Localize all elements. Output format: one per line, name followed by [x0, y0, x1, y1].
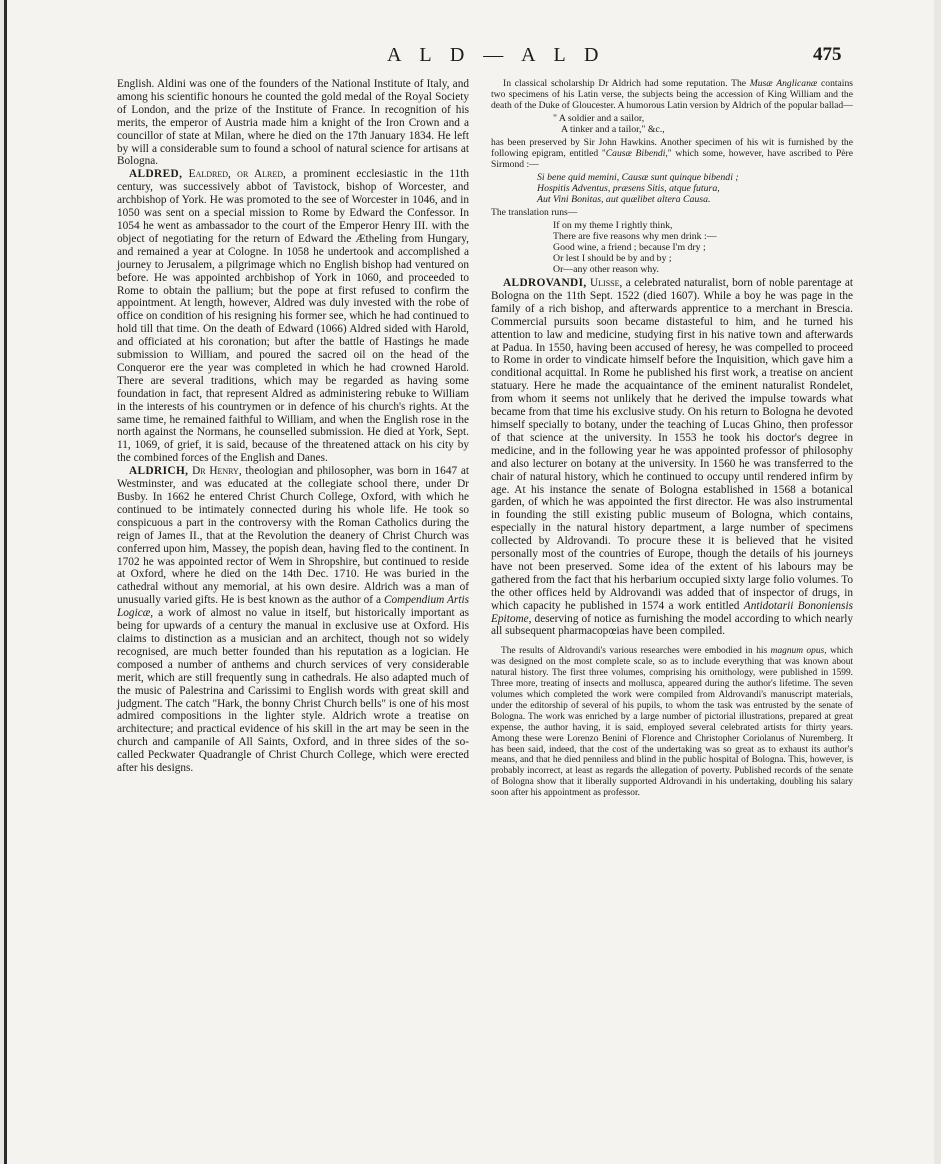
- latin-epigram: [537, 172, 853, 205]
- trans-line-1: If on my theme I rightly think,: [553, 220, 673, 231]
- trans-line-2: There are five reasons why men drink :—: [553, 231, 717, 242]
- entry-aldred: [117, 168, 469, 465]
- body-aldred: a prominent ecclesiastic in the 11th century, was successively abbot of Tavistock, bishop of Worcester, and archbishop of York. He was promoted to the see of Worcester in 1046, and in 1050 was sent on a special mission to Rome by Edward the Confessor. In 1054 he went as ambassador to the court of the Emperor Henry III. with the object of negotiating for the return of Edward the Ætheling from Hungary, and remained a year at Cologne. In 1058 he undertook and accomplished a journey to Jerusalem, a pilgrimage which no English bishop had ventured on before. He was appointed archbishop of York in 1060, and proceeded to Rome to obtain the pallium; but the pope at first refused to confirm the appointment. At length, however, Aldred was duly invested with the robe of office on condition of his resigning his former see, which he had continued to hold till that time. On the death of Edward (1066) Aldred sided with Harold, and officiated at his coronation; but after the battle of Hastings he made submission to William, and poured the sacred oil on the head of the Conqueror ere the year was completed in which he had crowned Harold. There are several traditions, which may be regarded as having some foundation in fact, that represent Aldred as administering rebuke to William in the interests of his countrymen or in defence of his church's rights. At the same time, he remained faithful to William, and when the English rose in the north against the Normans, he counselled submission. He died at York, Sept. 11, 1069, of grief, it is said, because of the threatened attack on his city by the combined forces of the English and Danes.: [117, 168, 470, 465]
- entry-aldrich: [117, 465, 469, 775]
- title-antidotarii: Antidotarii Bononiensis Epitome,: [491, 599, 853, 625]
- ballad-quote: [553, 113, 853, 135]
- page-number: 475: [813, 44, 842, 65]
- epigram-intro-1: has been preserved by Sir John Hawkins. Another specimen of his wit is furnished by the following epigram, entitled ": [491, 137, 853, 159]
- latin-line-3: Aut Vini Bonitas, aut quælibet altera Causa.: [537, 194, 711, 205]
- epigram-intro: [491, 137, 853, 170]
- translation-verse: [553, 220, 853, 275]
- headword-aldrovandi: ALDROVANDI,: [503, 277, 587, 289]
- body-aldrovandi-2: deserving of notice as furnishing the model according to which nearly all subsequent pharmacopœias have been compiled.: [491, 612, 853, 638]
- entry-aldrovandi: [491, 277, 853, 638]
- scholarship-text-1: In classical scholarship Dr Aldrich had some reputation. The: [503, 78, 747, 89]
- trans-line-5: Or—any other reason why.: [553, 264, 660, 275]
- right-column: [491, 78, 853, 799]
- alias-aldrich: Dr Henry,: [192, 465, 242, 478]
- headword-aldred: ALDRED,: [129, 168, 183, 181]
- trans-line-3: Good wine, a friend ; because I'm dry ;: [553, 242, 706, 253]
- aldrich-scholarship: [491, 78, 853, 111]
- headword-aldrich: ALDRICH,: [129, 465, 189, 478]
- aldrovandi-note: [491, 646, 853, 799]
- trans-line-4: Or lest I should be by and by ;: [553, 253, 672, 264]
- alias-aldrovandi: Ulisse,: [589, 277, 623, 289]
- ballad-line-2: A tinker and a tailor," &c.,: [561, 124, 665, 135]
- latin-line-2: Hospitis Adventus, præsens Sitis, atque futura,: [537, 183, 720, 194]
- title-musae: Musæ Anglicanæ: [749, 78, 818, 89]
- aldini-continuation: English. Aldini was one of the founders of the National Institute of Italy, and among his scientific honours he counted the gold medal of the Royal Society of London, and the prize of the Institute of France. In recognition of his merits, the emperor of Austria made him a knight of the Iron Crown and a councillor of state at Milan, where he died on the 17th January 1834. He left by will a considerable sum to found a school of natural science for artisans at Bologna.: [117, 78, 469, 168]
- note-text-1: The results of Aldrovandi's various researches were embodied in his: [501, 646, 768, 657]
- latin-line-1: Si bene quid memini, Causæ sunt quinque bibendi ;: [537, 172, 739, 183]
- translation-intro: The translation runs—: [491, 207, 578, 218]
- body-aldrovandi-1: a celebrated naturalist, born of noble parentage at Bologna on the 11th Sept. 1522 (died 1607). While a boy he was page in the family of a rich bishop, and afterwards apprentice to a merchant in Brescia. Commercial pursuits soon became distasteful to him, and he turned his attention to law and medicine, studying first in his native town and afterwards at Padua. In 1550, having been accused of heresy, he was compelled to proceed to Rome in order to vindicate himself before the Inquisition, which gave him a conditional acquittal. In Rome he published his first work, a treatise on ancient statuary. Here he made the acquaintance of the eminent naturalist Rondelet, from whom it seems not unlikely that he derived the impulse towards what became from that time his exclusive study. On his return to Bologna he devoted himself specially to botany, under the teaching of Lucas Ghino, then professor of that science at the university. In 1553 he took his doctor's degree in medicine, and in the following year he was appointed professor of philosophy and also lecturer on botany at the university. In 1560 he was transferred to the chair of natural history, which he continued to occupy until rendered infirm by age. At his instance the senate of Bologna established in 1568 a botanical garden, of which he was appointed the first director. He was also instrumental in founding the still existing public museum of Bologna, which contains, especially in the natural history department, a large number of specimens collected by Aldrovandi. To procure these it is believed that he visited personally most of the countries of Europe, though the details of his journeys have not been preserved. Some idea of the extent of his labours may be gathered from the fact that his herbarium occupied sixty large folio volumes. To the other offices held by Aldrovandi was added that of inspector of drugs, in which capacity he published in 1574 a work entitled: [491, 277, 853, 612]
- alias-aldred: Ealdred, or Alred,: [188, 168, 286, 181]
- left-column: [117, 78, 469, 775]
- ballad-line-1: " A soldier and a sailor,: [553, 113, 645, 124]
- scholarship-text-2: contains two specimens of his Latin verse, the subjects being the accession of King William and the death of the Duke of Gloucester. A humorous Latin version by Aldrich of the popular ballad—: [491, 78, 853, 111]
- title-causae: Causæ Bibendi: [605, 148, 666, 159]
- epigram-intro-2: ," which some, however, have ascribed to Père Sirmond :—: [491, 148, 853, 170]
- title-compendium: Compendium Artis Logicæ,: [117, 594, 469, 620]
- book-page: [4, 0, 934, 1164]
- running-head: A L D — A L D: [387, 44, 606, 66]
- title-magnum-opus: magnum opus,: [770, 646, 827, 657]
- note-text-2: which was designed on the most complete scale, so as to include everything that was known about natural history. The first three volumes, comprising his ornithology, were published in 1599. Three more, treating of insects and mollusca, appeared during the author's lifetime. The seven volumes which completed the work were compiled from Aldrovandi's manuscript materials, under the editorship of several of his pupils, to whom the task was entrusted by the senate of Bologna. The work was enriched by a large number of pictorial illustrations, prepared at great expense, the author having, it is said, employed several celebrated artists for thirty years. Among these were Lorenzo Benini of Florence and Christopher Coriolanus of Nuremberg. It has been said, indeed, that the cost of the undertaking was so great as to exhaust its author's means, and that he died penniless and blind in the public hospital of Bologna. This, however, is probably incorrect, at least as regards the allegation of poverty. Published records of the senate of Bologna show that it liberally supported Aldrovandi in his undertaking, doubling his salary soon after his appointment as professor.: [491, 646, 853, 799]
- body-aldrich-1: theologian and philosopher, was born in 1647 at Westminster, and was educated at the collegiate school there, under Dr Busby. In 1662 he entered Christ Church College, Oxford, with which he continued to be intimately connected during his whole life. He took so conspicuous a part in the controversy with the Roman Catholics during the reign of James II., that at the Revolution the deanery of Christ Church was conferred upon him, Massey, the popish dean, having fled to the continent. In 1702 he was appointed rector of Wem in Shropshire, but continued to reside at Oxford, where he died on the 14th Dec. 1710. He was buried in the cathedral without any memorial, at his own desire. Aldrich was a man of unusually varied gifts. He is best known as the author of a: [117, 465, 470, 607]
- body-aldrich-2: a work of almost no value in itself, but historically important as being for upwards of a century the manual in exclusive use at Oxford. His claims to distinction as a musician and an architect, though not so widely recognised, are much better founded than his reputation as a logician. He composed a number of anthems and church services of very considerable merit, which are still frequently sung in cathedrals. He also adapted much of the music of Palestrina and Carissimi to English words with great skill and judgment. The catch "Hark, the bonny Christ Church bells" is one of his most admired compositions in the lighter style. Aldrich wrote a treatise on architecture; and practical evidence of his skill in the art may be seen in the church and campanile of All Saints, Oxford, and in three sides of the so-called Peckwater Quadrangle of Christ Church College, which were erected after his designs.: [117, 607, 469, 775]
